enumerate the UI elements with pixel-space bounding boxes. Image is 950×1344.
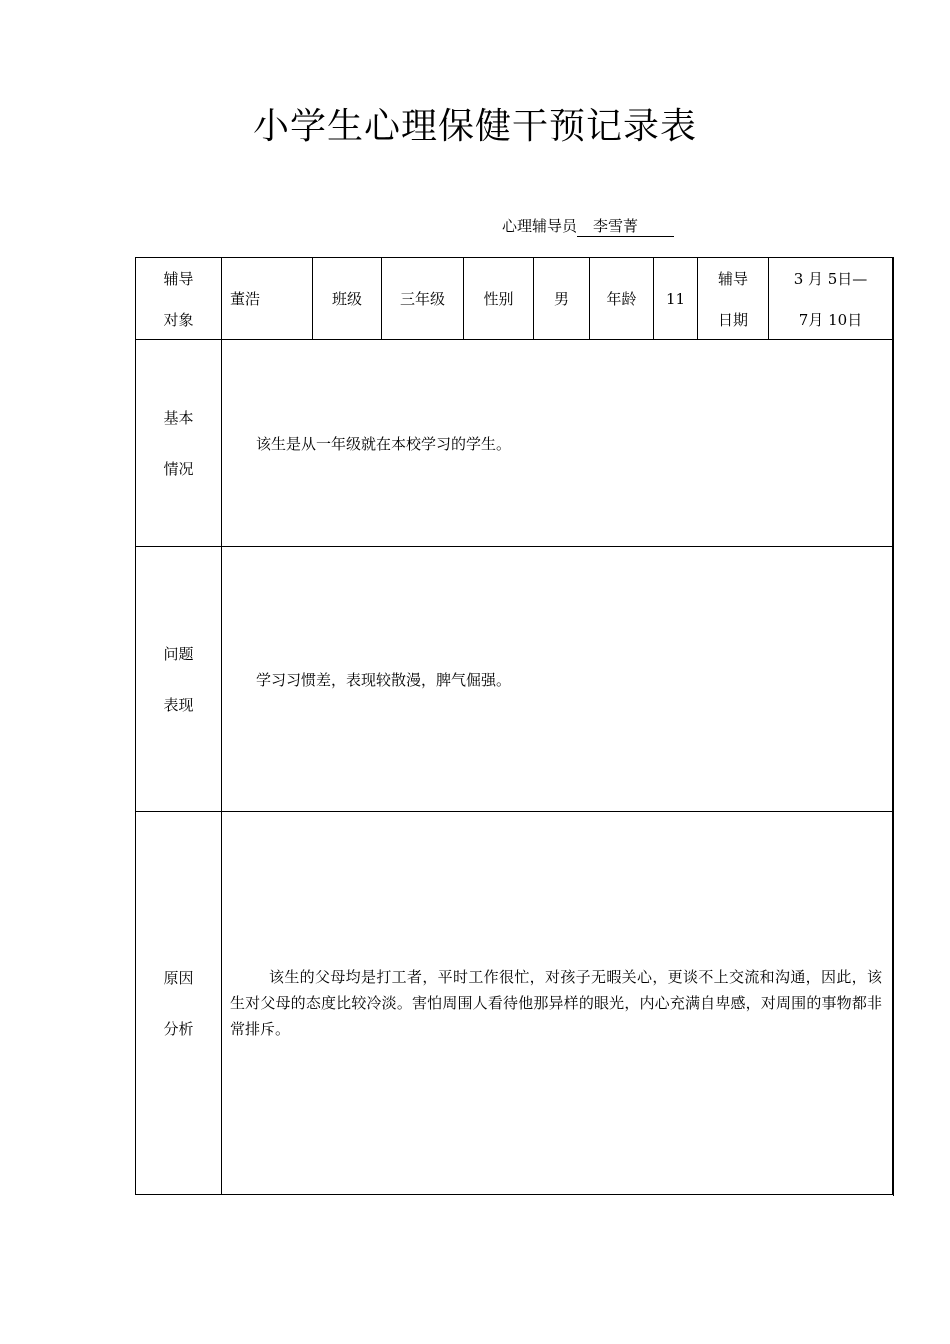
basic-label-1: 基本 [163, 409, 194, 427]
date-label-1: 辅导 [717, 269, 748, 288]
cause-label-1: 原因 [163, 969, 194, 987]
page-title: 小学生心理保健干预记录表 [252, 106, 697, 147]
date-label-2: 日期 [717, 310, 748, 329]
age-value: 11 [654, 258, 698, 340]
basic-label-2: 情况 [163, 460, 194, 478]
problem-label-cell [136, 547, 222, 812]
problem-text: 学习习惯差，表现较散漫，脾气倔强。 [222, 547, 893, 812]
gender-label: 性别 [464, 258, 534, 340]
target-label-2: 对象 [163, 310, 194, 329]
basic-row [136, 340, 893, 547]
header-row [136, 258, 893, 340]
cause-row [136, 812, 893, 1195]
gender-value: 男 [534, 258, 590, 340]
target-label-1: 辅导 [163, 269, 194, 288]
basic-label-cell [136, 340, 222, 547]
basic-text: 该生是从一年级就在本校学习的学生。 [222, 340, 893, 547]
class-value: 三年级 [382, 258, 464, 340]
class-label: 班级 [313, 258, 382, 340]
target-label-cell [136, 258, 222, 340]
table-right-rule [893, 257, 894, 1196]
counselor-label: 心理辅导员 [502, 217, 578, 235]
cause-text: 该生的父母均是打工者，平时工作很忙，对孩子无暇关心，更谈不上交流和沟通，因此，该生对父母的态度比较冷淡。害怕周围人看待他那异样的眼光，内心充满自卑感，对周围的事物都非常排斥。 [222, 812, 893, 1195]
counselor-line [502, 215, 674, 237]
cause-label-2: 分析 [163, 1020, 194, 1038]
date-value-1: 3 月 5日— [793, 269, 868, 288]
cause-label-cell [136, 812, 222, 1195]
date-label-cell [698, 258, 769, 340]
problem-label-2: 表现 [163, 696, 194, 714]
date-value-2: 7月 10日 [798, 310, 863, 329]
student-name: 董浩 [222, 258, 313, 340]
record-table [135, 257, 893, 1195]
counselor-name: 李雪菁 [577, 217, 674, 237]
date-value-cell [769, 258, 893, 340]
age-label: 年龄 [590, 258, 654, 340]
problem-label-1: 问题 [163, 645, 194, 663]
problem-row [136, 547, 893, 812]
